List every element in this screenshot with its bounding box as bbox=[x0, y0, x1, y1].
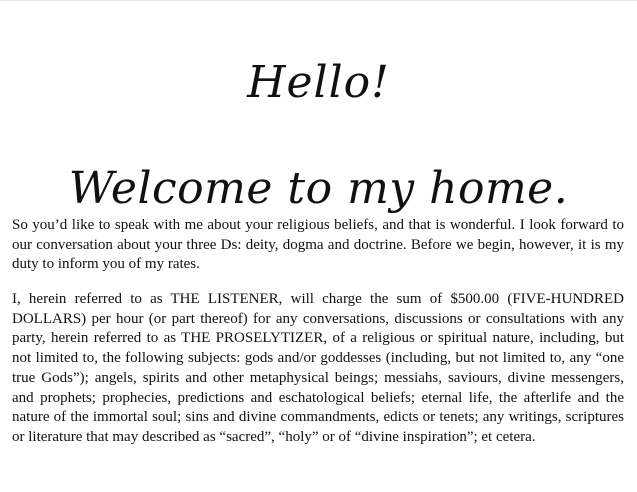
rates-paragraph: I, herein referred to as THE LISTENER, will charge the sum of $500.00 (FIVE-HUNDRED DOLLARS) per hour (or part thereof) for any conversations, discussions or consultations with any party, herein referred to as THE PROSELYTIZER, of a religious or spiritual nature, including, but not limited to, the following subjects: gods and/or goddesses (including, but not limited to, any “one true Gods”); angels, spirits and other metaphysical beings; messiahs, saviours, divine messengers, and prophets; prophecies, predictions and eschatological beliefs; eternal life, the afterlife and the nature of the immortal soul; sins and divine commandments, edicts or tenets; any writings, scriptures or literature that may described as “sacred”, “holy” or of “divine inspiration”; et cetera. bbox=[12, 291, 624, 445]
hello-heading: Hello! bbox=[247, 57, 390, 109]
welcome-heading: Welcome to my home. bbox=[68, 162, 569, 214]
intro-paragraph: So you’d like to speak with me about your religious beliefs, and that is wonderful. I look forward to our conversation about your three Ds: deity, dogma and doctrine. Before we begin, however, it is my duty to inform you of my rates. bbox=[12, 217, 624, 273]
page-top-edge bbox=[0, 0, 637, 1]
